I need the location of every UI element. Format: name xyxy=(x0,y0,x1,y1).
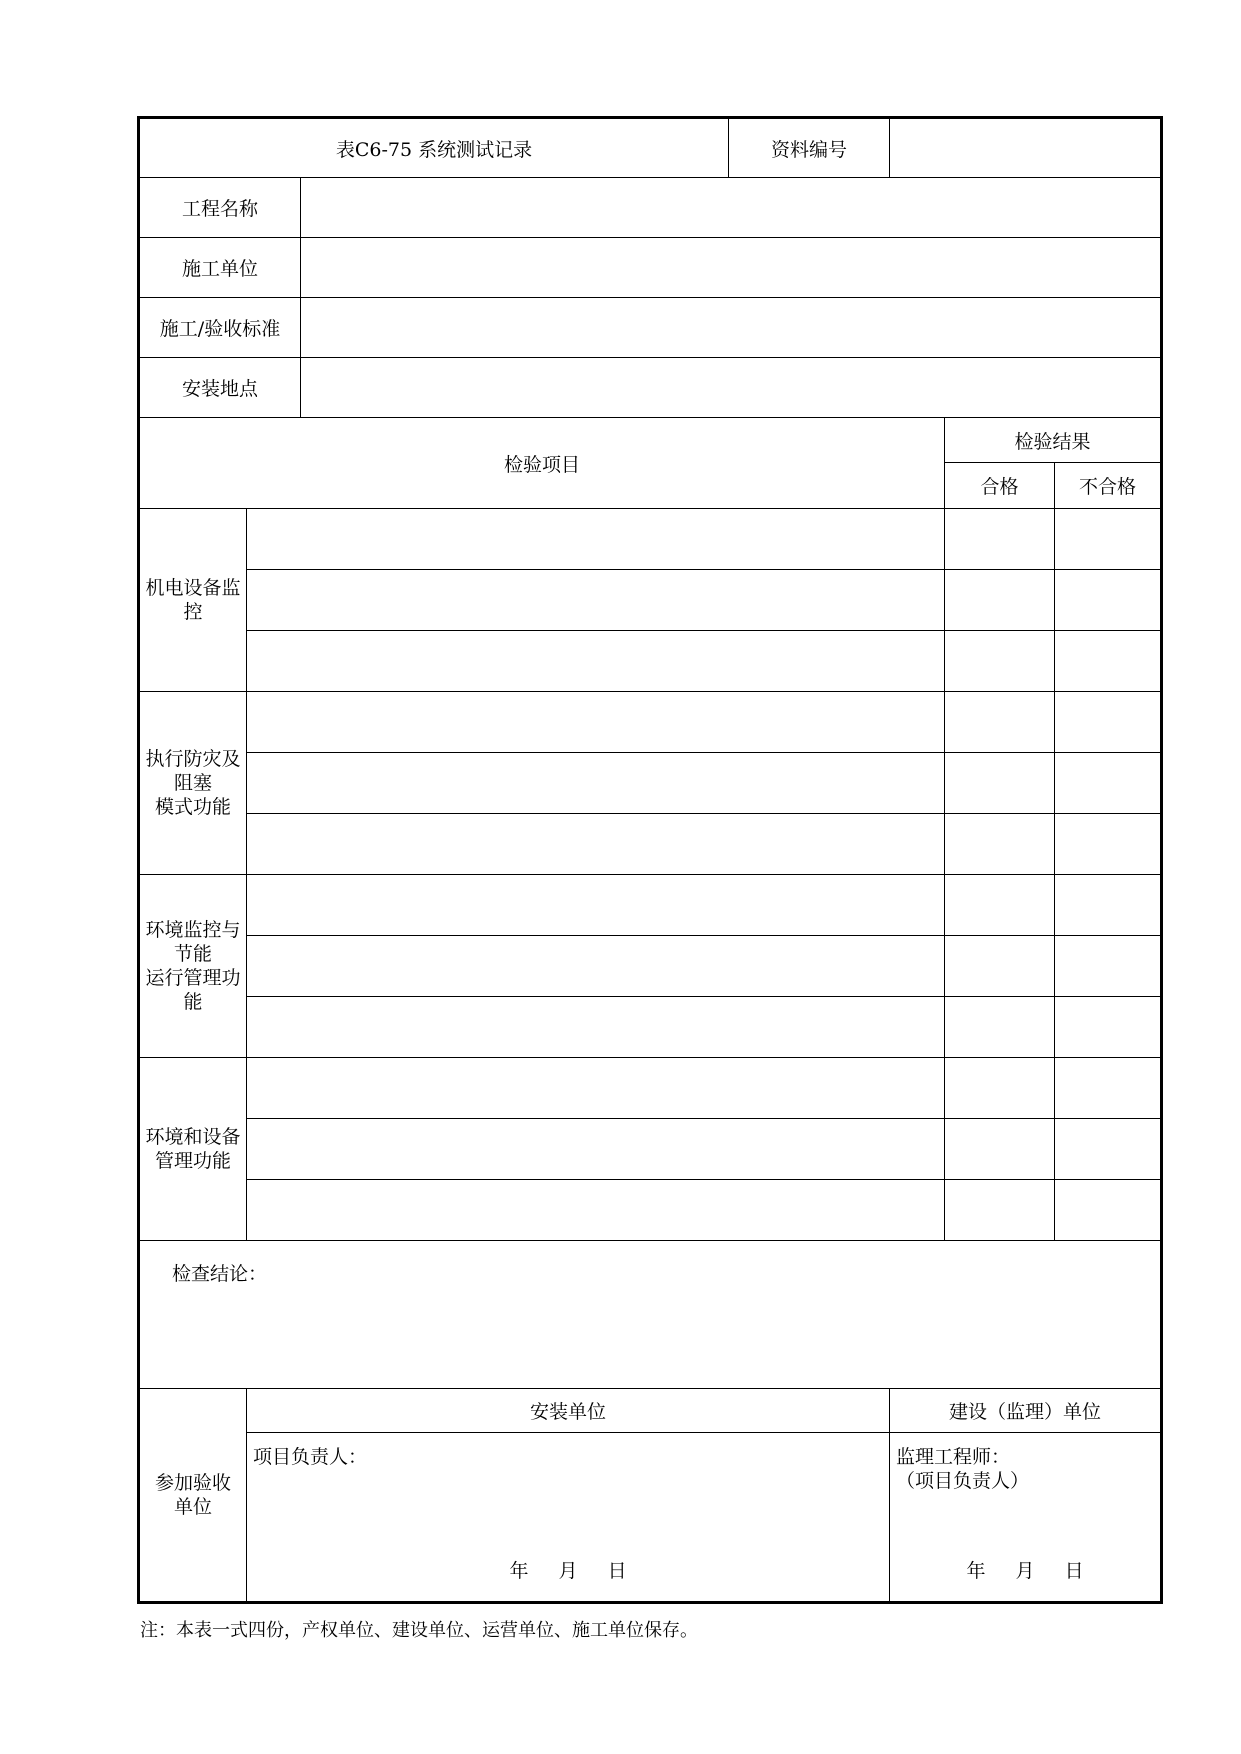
group-mechanical-monitoring xyxy=(139,509,247,692)
fail-cell[interactable] xyxy=(1055,1058,1162,1119)
fail-cell[interactable] xyxy=(1055,936,1162,997)
fail-cell[interactable] xyxy=(1055,753,1162,814)
info-row xyxy=(139,298,1162,358)
fail-cell[interactable] xyxy=(1055,875,1162,936)
group-label-line1: 执行防灾及阻塞 xyxy=(145,748,241,794)
form-title: 表C6-75 系统测试记录 xyxy=(139,118,729,178)
fail-cell[interactable] xyxy=(1055,631,1162,692)
install-date xyxy=(247,1556,889,1583)
pass-cell[interactable] xyxy=(945,814,1055,875)
inspection-item-cell[interactable] xyxy=(247,997,945,1058)
owner-signature-field[interactable] xyxy=(890,1433,1162,1603)
date-month-label: 月 xyxy=(558,1560,578,1582)
standard-label: 施工/验收标准 xyxy=(139,298,301,358)
group-label-line2: 运行管理功能 xyxy=(145,967,241,1013)
group-environment-energy xyxy=(139,875,247,1058)
group-label-line1: 机电设备监控 xyxy=(145,577,241,623)
conclusion-field[interactable] xyxy=(139,1241,1162,1389)
inspection-row xyxy=(139,997,1162,1058)
inspection-row xyxy=(139,570,1162,631)
fail-cell[interactable] xyxy=(1055,1180,1162,1241)
pass-cell[interactable] xyxy=(945,875,1055,936)
participants-header-row xyxy=(139,1389,1162,1433)
participants-sign-row xyxy=(139,1433,1162,1603)
inspection-row xyxy=(139,1119,1162,1180)
inspection-row xyxy=(139,1058,1162,1119)
fail-cell[interactable] xyxy=(1055,997,1162,1058)
footnote: 注：本表一式四份，产权单位、建设单位、运营单位、施工单位保存。 xyxy=(140,1620,698,1641)
project-name-label: 工程名称 xyxy=(139,178,301,238)
doc-no-label: 资料编号 xyxy=(729,118,890,178)
inspection-item-cell[interactable] xyxy=(247,509,945,570)
install-signer-label: 项目负责人： xyxy=(253,1446,368,1468)
pass-cell[interactable] xyxy=(945,692,1055,753)
inspection-item-cell[interactable] xyxy=(247,875,945,936)
info-row xyxy=(139,238,1162,298)
inspection-item-cell[interactable] xyxy=(247,1180,945,1241)
install-unit-header: 安装单位 xyxy=(247,1389,890,1433)
inspection-item-cell[interactable] xyxy=(247,570,945,631)
group-label-line2: 管理功能 xyxy=(154,1150,231,1172)
inspection-item-cell[interactable] xyxy=(247,814,945,875)
construction-unit-field[interactable] xyxy=(301,238,1162,298)
inspection-item-cell[interactable] xyxy=(247,631,945,692)
fail-cell[interactable] xyxy=(1055,1119,1162,1180)
location-label: 安装地点 xyxy=(139,358,301,418)
inspection-row xyxy=(139,692,1162,753)
participants-label-line2: 单位 xyxy=(173,1496,212,1518)
group-label-line1: 环境和设备 xyxy=(145,1126,241,1148)
inspection-row xyxy=(139,631,1162,692)
participants-label xyxy=(139,1389,247,1603)
fail-cell[interactable] xyxy=(1055,814,1162,875)
inspection-row xyxy=(139,814,1162,875)
date-day-label: 日 xyxy=(607,1560,627,1582)
install-signature-field[interactable] xyxy=(247,1433,890,1603)
date-year-label: 年 xyxy=(966,1560,986,1582)
owner-signer-line1: 监理工程师： xyxy=(896,1446,1011,1468)
owner-date xyxy=(890,1556,1160,1583)
system-test-record-form xyxy=(137,116,1163,1604)
group-label-line2: 模式功能 xyxy=(154,796,231,818)
inspection-result-header: 检验结果 xyxy=(945,418,1162,463)
pass-cell[interactable] xyxy=(945,1058,1055,1119)
inspection-row xyxy=(139,1180,1162,1241)
inspection-item-cell[interactable] xyxy=(247,1119,945,1180)
group-disaster-prevention xyxy=(139,692,247,875)
date-year-label: 年 xyxy=(509,1560,529,1582)
info-row xyxy=(139,178,1162,238)
fail-cell[interactable] xyxy=(1055,570,1162,631)
pass-cell[interactable] xyxy=(945,997,1055,1058)
inspection-item-cell[interactable] xyxy=(247,936,945,997)
inspection-item-header: 检验项目 xyxy=(139,418,945,509)
inspection-item-cell[interactable] xyxy=(247,692,945,753)
participants-label-line1: 参加验收 xyxy=(154,1472,231,1494)
owner-unit-header: 建设（监理）单位 xyxy=(890,1389,1162,1433)
group-label-line1: 环境监控与节能 xyxy=(145,919,241,965)
pass-cell[interactable] xyxy=(945,936,1055,997)
header-row xyxy=(139,118,1162,178)
pass-header: 合格 xyxy=(945,463,1055,509)
conclusion-row xyxy=(139,1241,1162,1389)
inspection-item-cell[interactable] xyxy=(247,753,945,814)
fail-cell[interactable] xyxy=(1055,509,1162,570)
owner-signer-label xyxy=(890,1433,1160,1493)
location-field[interactable] xyxy=(301,358,1162,418)
inspection-row xyxy=(139,875,1162,936)
inspection-item-cell[interactable] xyxy=(247,1058,945,1119)
date-day-label: 日 xyxy=(1064,1560,1084,1582)
fail-cell[interactable] xyxy=(1055,692,1162,753)
inspection-row xyxy=(139,753,1162,814)
group-environment-equipment xyxy=(139,1058,247,1241)
pass-cell[interactable] xyxy=(945,1119,1055,1180)
inspection-row xyxy=(139,936,1162,997)
conclusion-label: 检查结论： xyxy=(172,1263,268,1285)
info-row xyxy=(139,358,1162,418)
owner-signer-line2: （项目负责人） xyxy=(896,1470,1030,1492)
date-month-label: 月 xyxy=(1015,1560,1035,1582)
pass-cell[interactable] xyxy=(945,1180,1055,1241)
fail-header: 不合格 xyxy=(1055,463,1162,509)
pass-cell[interactable] xyxy=(945,631,1055,692)
pass-cell[interactable] xyxy=(945,570,1055,631)
pass-cell[interactable] xyxy=(945,509,1055,570)
inspection-header-row xyxy=(139,418,1162,463)
inspection-row xyxy=(139,509,1162,570)
pass-cell[interactable] xyxy=(945,753,1055,814)
project-name-field[interactable] xyxy=(301,178,1162,238)
doc-no-field[interactable] xyxy=(890,118,1162,178)
construction-unit-label: 施工单位 xyxy=(139,238,301,298)
standard-field[interactable] xyxy=(301,298,1162,358)
